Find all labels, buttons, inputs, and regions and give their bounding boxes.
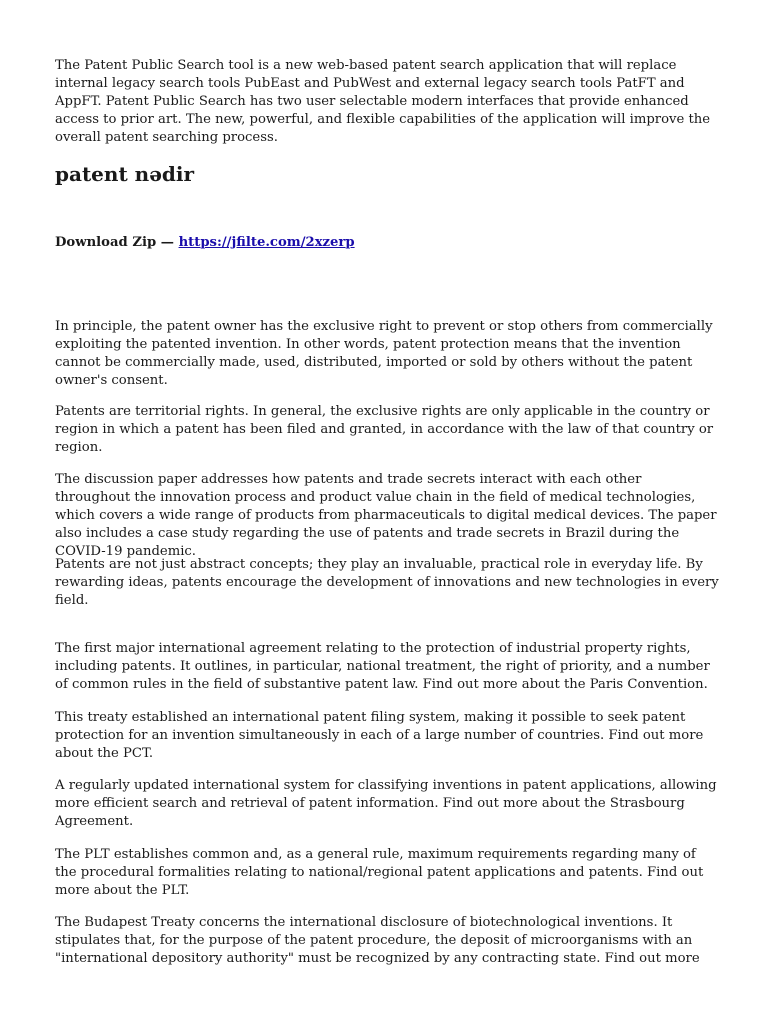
body-paragraph: The discussion paper addresses how patents and trade secrets interact with each other throughout the innovation process and product value chain in the field of medical technologies, which covers a wide range of products from pharmaceuticals to digital medical devices. The paper also includes a case study regarding the use of patents and trade secrets in Brazil during the COVID-19 pandemic. bbox=[55, 472, 717, 559]
page-title: patent nədir bbox=[55, 162, 195, 186]
intro-paragraph: The Patent Public Search tool is a new web-based patent search application that will replace internal legacy search tools PubEast and PubWest and external legacy search tools PatFT and AppFT. Patent Public Search has two user selectable modern interfaces that provide enhanced access to prior art. The new, powerful, and flexible capabilities of the application will improve the overall patent searching process. bbox=[55, 58, 711, 145]
body-paragraph: The first major international agreement relating to the protection of industrial property rights, including patents. It outlines, in particular, national treatment, the right of priority, and a number of common rules in the field of substantive patent law. Find out more about the Paris Convention. bbox=[55, 641, 710, 692]
body-paragraph: Patents are not just abstract concepts; they play an invaluable, practical role in everyday life. By rewarding ideas, patents encourage the development of innovations and new technologies in every field. bbox=[55, 557, 719, 608]
download-line bbox=[55, 234, 355, 252]
body-paragraph: In principle, the patent owner has the exclusive right to prevent or stop others from commercially exploiting the patented invention. In other words, patent protection means that the invention cannot be commercially made, used, distributed, imported or sold by others without the patent owner's consent. bbox=[55, 319, 713, 388]
download-link[interactable]: https://jfilte.com/2xzerp bbox=[178, 235, 355, 250]
body-paragraph: A regularly updated international system for classifying inventions in patent applications, allowing more efficient search and retrieval of patent information. Find out more about the Strasbourg Agreement. bbox=[55, 778, 717, 829]
body-paragraph: The PLT establishes common and, as a general rule, maximum requirements regarding many of the procedural formalities relating to national/regional patent applications and patents. Find out more about the PLT. bbox=[55, 847, 704, 898]
download-label: Download Zip — bbox=[55, 235, 179, 250]
body-paragraph: Patents are territorial rights. In general, the exclusive rights are only applicable in the country or region in which a patent has been filed and granted, in accordance with the law of that country or region. bbox=[55, 404, 714, 455]
body-paragraph: The Budapest Treaty concerns the international disclosure of biotechnological inventions. It stipulates that, for the purpose of the patent procedure, the deposit of microorganisms with an "international depository authority" must be recognized by any contracting state. Find out more bbox=[55, 915, 700, 966]
body-paragraph: This treaty established an international patent filing system, making it possible to seek patent protection for an invention simultaneously in each of a large number of countries. Find out more about the PCT. bbox=[55, 710, 704, 761]
